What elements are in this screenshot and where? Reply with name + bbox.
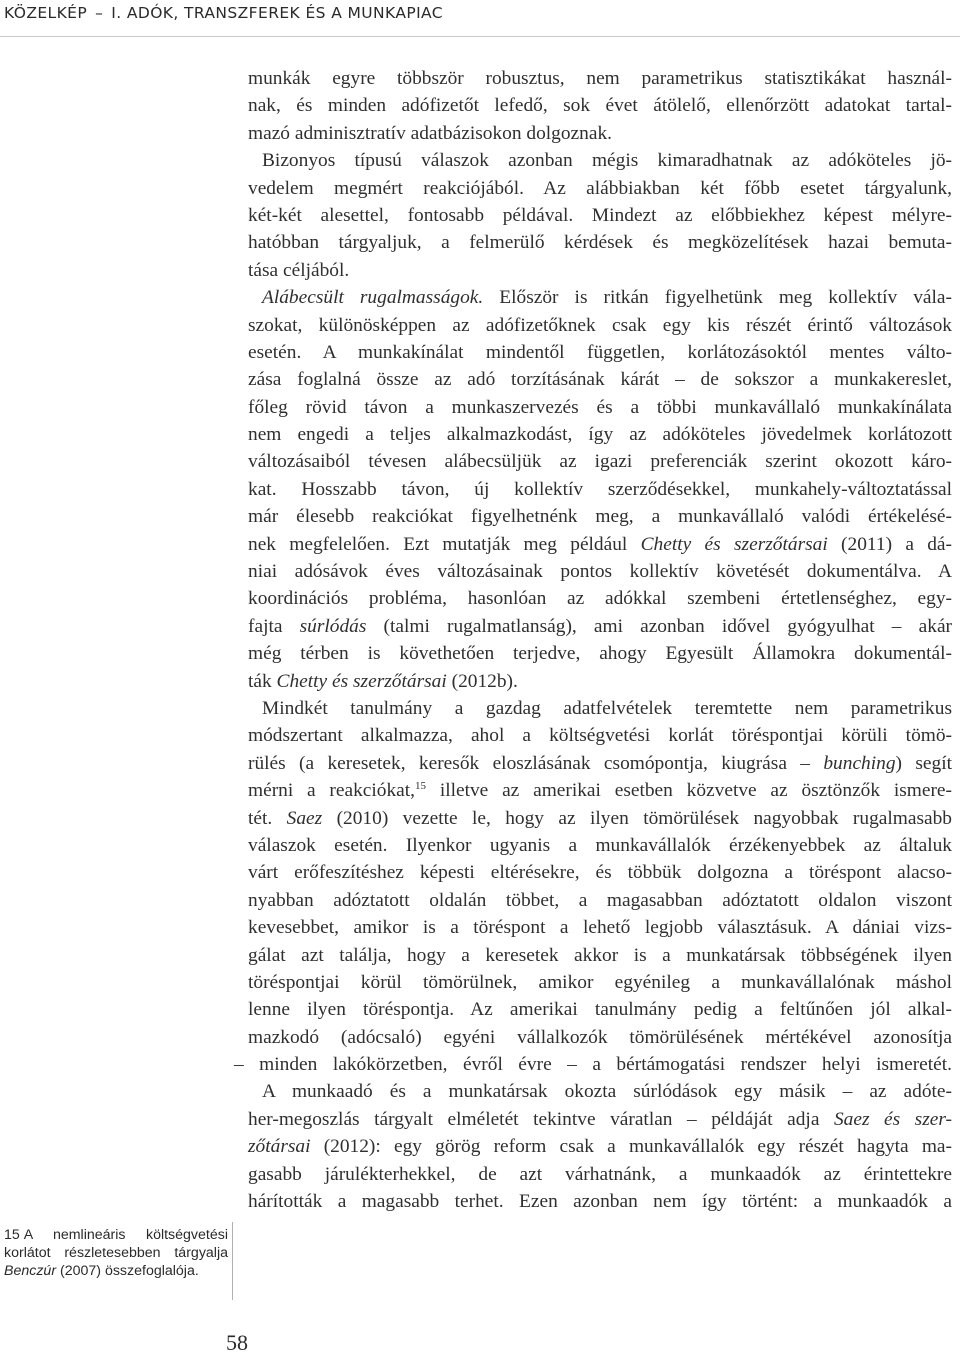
body-line — [248, 312, 952, 339]
body-line-text: nek megfelelően. Ezt mutatják meg például — [248, 533, 641, 555]
body-line — [248, 805, 952, 832]
body-line-italic: Saez — [286, 807, 323, 829]
body-line-text: mazkodó (adócsaló) egyéni vállalkozók tömörülésének mértékével azonosítja — [248, 1026, 952, 1048]
body-line — [248, 914, 952, 941]
body-line — [248, 640, 952, 667]
body-line — [248, 887, 952, 914]
body-line-text: kevesebbet, amikor is a töréspont a lehető legjobb választásuk. A dániai vizs- — [248, 917, 952, 939]
body-line-text: koordinációs probléma, hasonlóan az adókkal szembeni értetlenséghez, egy- — [248, 588, 952, 610]
body-line — [248, 284, 952, 311]
body-line-text: szokat, különösképpen az adófizetőknek csak egy kis részét érintő változások — [248, 314, 952, 336]
body-line — [248, 585, 952, 612]
body-line-text: her-megoszlás tárgyalt elméletét tekintve váratlan – példáját adja — [248, 1108, 834, 1130]
body-line-text: gálat azt találja, hogy a keresetek akkor is a munkatársak többségének ilyen — [248, 944, 952, 966]
footnote-author: Benczúr — [4, 1263, 57, 1280]
body-line-text: niai adósávok éves változásainak pontos kollektív követését dokumentálva. A — [248, 561, 952, 583]
body-line-text: nyabban adóztatott oldalán többet, a magasabban adóztatott oldalon viszont — [248, 889, 952, 911]
body-line-text-after: (2012): egy görög reform csak a munkavállalók egy részét hagyta ma- — [310, 1136, 952, 1158]
body-line-text: zása foglalná össze az adó torzításának kárát – de sokszor a munkakereslet, — [248, 369, 952, 391]
page-number: 58 — [226, 1330, 248, 1355]
body-line — [248, 777, 952, 804]
body-line-text: Bizonyos típusú válaszok azonban mégis kimaradhatnak az adóköteles jö- — [262, 150, 952, 172]
body-line-text: mazó adminisztratív adatbázisokon dolgoznak. — [248, 122, 613, 144]
body-line-text: hatóbban tárgyaljuk, a felmerülő kérdések és megközelítések hazai bemuta- — [248, 232, 952, 254]
body-line — [248, 1106, 952, 1133]
body-line — [234, 1051, 952, 1078]
body-line-text: hárították a magasabb terhet. Ezen azonban nem így történt: a munkaadók a — [248, 1191, 952, 1213]
body-line-text: Először is ritkán figyelhetünk meg kollektív vála- — [483, 287, 952, 309]
body-line — [248, 969, 952, 996]
body-line — [248, 476, 952, 503]
header-chapter: I. ADÓK, TRANSZFEREK ÉS A MUNKAPIAC — [111, 4, 444, 22]
body-line-text: – minden lakókörzetben, évről évre – a bértámogatási rendszer helyi ismeretét. — [234, 1054, 952, 1076]
body-line — [248, 1024, 952, 1051]
body-line-text: már élesebb reakciókat figyelhetnénk meg, a munkavállaló valódi értékelésé- — [248, 506, 952, 528]
running-header — [4, 4, 443, 22]
body-line-text: mérni a reakciókat, — [248, 780, 416, 802]
body-line — [248, 394, 952, 421]
body-line — [248, 147, 952, 174]
body-line — [248, 942, 952, 969]
body-line-text: nem engedi a teljes alkalmazkodást, így az adóköteles jövedelmek korlátozott — [248, 424, 952, 446]
body-line — [248, 668, 952, 695]
header-separator: – — [95, 4, 104, 22]
body-line — [248, 722, 952, 749]
header-section: KÖZELKÉP — [4, 4, 88, 22]
body-line-text: lenne ilyen töréspontja. Az amerikai tanulmány pedig a feltűnően jól alkal- — [248, 999, 952, 1021]
footnote-rule — [232, 1222, 233, 1300]
footnote-author-rest: (2007) összefoglalója. — [56, 1263, 199, 1280]
body-line-italic: zőtársai — [248, 1136, 311, 1158]
body-line-text: munkák egyre többször robusztus, nem parametrikus statisztikákat használ- — [248, 68, 952, 89]
body-line-text: főleg rövid távon a munkaszervezés és a többi munkavállaló munkakínálata — [248, 396, 952, 418]
body-line-text-after: (2010) vezette le, hogy az ilyen tömörülések nagyobbak rugalmasabb — [322, 807, 953, 829]
body-line — [248, 558, 952, 585]
body-line — [248, 339, 952, 366]
body-line — [248, 750, 952, 777]
body-line-italic: Saez és szer- — [833, 1108, 952, 1130]
body-line-text: válaszok esetén. Ilyenkor ugyanis a munkavállalók érzékenyebbek az általuk — [248, 834, 952, 856]
body-line-text: gasabb járulékterhekkel, de azt várhatnánk, a munkaadók az érintettekre — [248, 1163, 952, 1185]
body-line — [248, 366, 952, 393]
body-line — [248, 613, 952, 640]
body-line-text: fajta — [248, 615, 300, 637]
body-line-text: rülés (a keresetek, keresők eloszlásának csomópontja, kiugrása – — [248, 752, 824, 774]
body-line-text-after: illetve az amerikai esetben közvetve az ösztönzők ismere- — [426, 780, 952, 802]
body-line — [248, 832, 952, 859]
body-line-text: esetén. A munkakínálat mindentől független, korlátozásoktól mentes válto- — [248, 341, 952, 363]
body-line — [248, 996, 952, 1023]
body-line-text: két-két alesettel, fontosabb példával. Mindezt az előbbiekhez képest mélyre- — [248, 204, 952, 226]
body-line — [248, 229, 952, 256]
body-line-italic: bunching — [823, 752, 896, 774]
body-line-italic: Alábecsült rugalmasságok. — [262, 287, 484, 309]
body-line — [248, 1133, 952, 1160]
body-line-text: még térben is követhetően terjedve, ahogy Egyesült Államokra dokumentál- — [248, 643, 952, 665]
body-line-text: tása céljából. — [248, 259, 350, 281]
body-line-text-after: ) segít — [895, 752, 952, 774]
body-line-text: ták — [248, 670, 277, 692]
body-line-text-after: (talmi rugalmatlanság), ami azonban idővel gyógyulhat – akár — [366, 615, 953, 637]
body-line-italic: súrlódás — [299, 615, 367, 637]
body-line — [248, 1161, 952, 1188]
body-line — [248, 859, 952, 886]
body-line-text: Mindkét tanulmány a gazdag adatfelvételek teremtette nem parametrikus — [262, 697, 952, 719]
body-line — [248, 531, 952, 558]
footnote-line-2: korlátot részletesebben tárgyalja — [4, 1245, 228, 1262]
body-line — [248, 421, 952, 448]
footnote-line-3 — [4, 1262, 228, 1280]
body-line — [248, 120, 952, 147]
body-line-text-after: (2011) a dá- — [827, 533, 952, 555]
body-line — [248, 503, 952, 530]
body-line-text: vedelem megmért reakciójából. Az alábbiakban két főbb esetet tárgyalunk, — [248, 177, 952, 199]
main-text-column — [234, 65, 953, 1215]
body-line-text-after: (2012b). — [446, 670, 518, 692]
body-line-text: tét. — [248, 807, 287, 829]
body-line — [248, 695, 952, 722]
body-line-text: várt erőfeszítéshez képesti eltérésekre, és többük dolgozna a töréspont alacso- — [248, 862, 952, 884]
body-line-italic: Chetty és szerzőtársai — [276, 670, 447, 692]
body-line — [248, 202, 952, 229]
body-line-text: változásaiból tévesen alábecsüljük az igazi preferenciák szerint okozott káro- — [248, 451, 952, 473]
body-line-text: módszertant alkalmazza, ahol a költségvetési korlát töréspontjai körüli tömö- — [248, 725, 952, 747]
body-line-italic: Chetty és szerzőtársai — [640, 533, 828, 555]
footnote-line-1: A nemlineáris költségvetési — [23, 1227, 228, 1243]
body-line-text: kat. Hosszabb távon, új kollektív szerződésekkel, munkahely-változtatással — [248, 478, 952, 500]
body-line-text: nak, és minden adófizetőt lefedő, sok évet átölelő, ellenőrzött adatokat tartal- — [248, 95, 952, 117]
body-line — [248, 1188, 952, 1215]
header-rule — [0, 36, 960, 37]
body-line — [248, 257, 952, 284]
footnote — [4, 1226, 228, 1281]
footnote-reference: 15 — [415, 780, 427, 793]
body-line-text: töréspontjai körül tömörülnek, amikor egyénileg a munkavállalónak máshol — [248, 971, 952, 993]
body-line — [248, 175, 952, 202]
footnote-number: 15 — [4, 1227, 20, 1243]
body-line — [248, 448, 952, 475]
body-line-text: A munkaadó és a munkatársak okozta súrlódások egy másik – az adóte- — [262, 1081, 952, 1103]
body-line — [248, 65, 952, 92]
body-line — [248, 1078, 952, 1105]
body-line — [248, 92, 952, 119]
